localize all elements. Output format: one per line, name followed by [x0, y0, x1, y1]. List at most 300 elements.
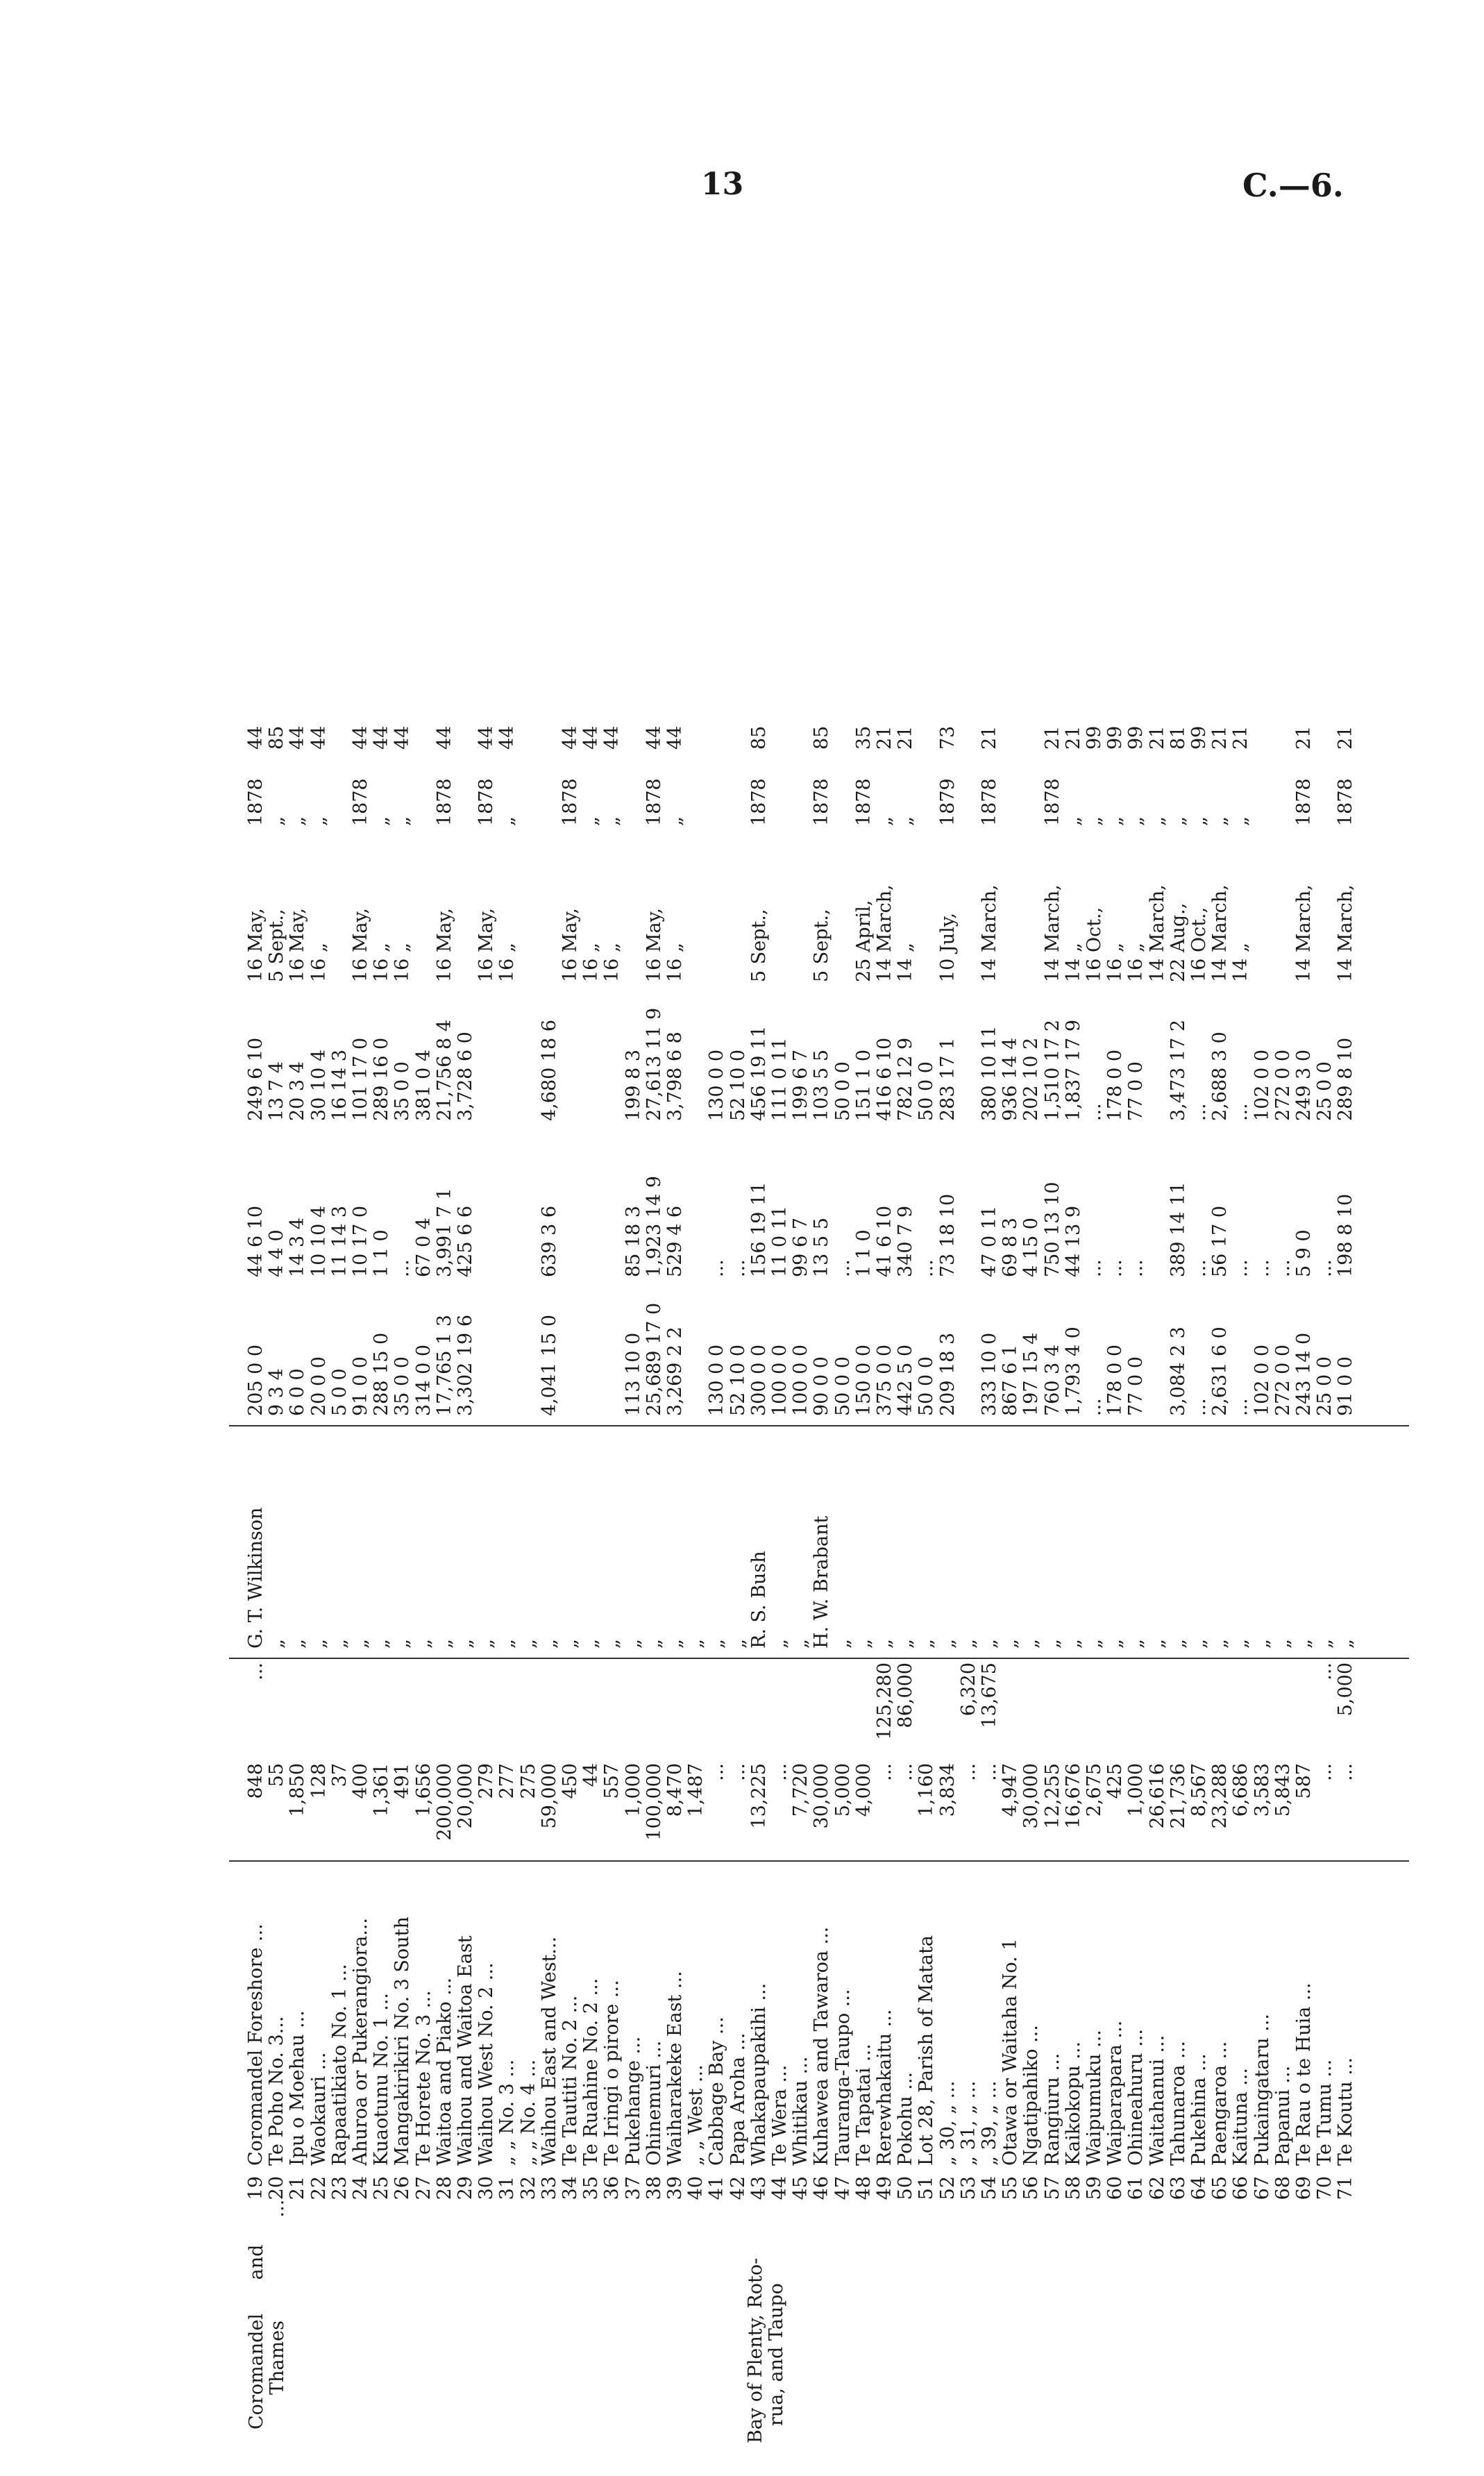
gazette-folio: 21 — [1062, 725, 1084, 750]
land-name: Pukehina ... — [1188, 2053, 1210, 2166]
gazette-folio: 21 — [1209, 725, 1231, 750]
land-name: „ „ No. 3 ... — [496, 2059, 518, 2166]
amount-interest: 47 0 11 — [979, 1205, 1000, 1277]
gazette-folio: 44 — [643, 725, 665, 750]
gazette-year: „ — [1125, 816, 1147, 826]
amount-total: 289 8 10 — [1335, 1037, 1357, 1121]
row-number: 68 — [1272, 2176, 1294, 2200]
gazette-folio: 85 — [748, 725, 770, 750]
land-name: Kaikokopu ... — [1062, 2041, 1084, 2166]
gazette-date: 16 „ — [496, 943, 518, 982]
gazette-folio: 81 — [1167, 725, 1189, 750]
column-rule — [229, 1658, 1409, 1659]
gazette-date: 14 „ — [1230, 943, 1252, 982]
land-name: Waitoa and Piako ... — [433, 1977, 455, 2166]
row-number: 31 — [496, 2176, 518, 2200]
amount-interest: ... — [1188, 1259, 1210, 1277]
row-number: 54 — [979, 2176, 1000, 2200]
amount-paid: 91 0 0 — [350, 1356, 371, 1416]
officer-name: „ — [517, 1639, 539, 1649]
amount-total: 35 0 0 — [391, 1061, 414, 1121]
amount-interest: ... — [1272, 1259, 1294, 1277]
district-coromandel-line2 — [267, 2200, 288, 2395]
gazette-folio: 44 — [475, 725, 498, 750]
amount-interest: ... — [727, 1259, 749, 1277]
amount-paid: 35 0 0 — [391, 1356, 414, 1416]
amount-interest: 67 0 4 — [412, 1218, 435, 1277]
gazette-folio: 44 — [307, 725, 330, 750]
district-line-2-suffix: ... — [267, 2199, 288, 2218]
gazette-date: 25 April, — [852, 900, 875, 982]
amount-total: 16 14 3 — [328, 1049, 351, 1121]
gazette-year: 1878 — [1293, 778, 1315, 826]
amount-total: 101 17 0 — [350, 1037, 371, 1121]
gazette-date: 16 Oct., — [1084, 907, 1105, 982]
amount-total: 456 19 11 — [748, 1025, 770, 1121]
amount-total: 1,510 17 2 — [1041, 1020, 1063, 1121]
gazette-date: 16 „ — [1104, 943, 1127, 982]
land-name: Waihou West No. 2 ... — [475, 1962, 498, 2166]
officer-name: „ — [371, 1639, 393, 1649]
amount-paid: 90 0 0 — [811, 1356, 833, 1416]
row-number: 53 — [957, 2176, 979, 2200]
amount-paid: 25,689 17 0 — [643, 1302, 665, 1416]
row-number: 28 — [433, 2176, 455, 2200]
officer-name: „ — [643, 1639, 665, 1649]
amount-paid: 50 0 0 — [916, 1356, 938, 1416]
gazette-folio: 73 — [936, 725, 959, 750]
amount-interest: 4 4 0 — [266, 1229, 288, 1277]
officer-name: „ — [496, 1639, 518, 1649]
district-bay-of-plenty-line2 — [766, 2283, 787, 2426]
amount-total: 151 1 0 — [852, 1049, 875, 1121]
row-number: 63 — [1167, 2176, 1189, 2200]
gazette-date: 16 „ — [307, 943, 330, 982]
officer-name: „ — [1062, 1639, 1084, 1649]
amount-total: 3,473 17 2 — [1167, 1020, 1189, 1121]
gazette-date: 14 March, — [979, 884, 1000, 982]
row-number: 42 — [727, 2176, 749, 2200]
land-name: Te Rau o te Huia ... — [1293, 1982, 1315, 2166]
gazette-date: 16 May, — [245, 908, 267, 982]
amount-interest: ... — [391, 1259, 414, 1277]
row-number: 70 — [1314, 2176, 1336, 2200]
acreage: 587 — [1293, 1763, 1315, 1799]
row-number: 20 — [266, 2176, 288, 2200]
acreage: 557 — [601, 1763, 623, 1799]
gazette-folio: 35 — [852, 725, 875, 750]
row-number: 23 — [328, 2176, 351, 2200]
amount-total: 3,798 6 8 — [664, 1031, 686, 1121]
amount-interest: 5 9 0 — [1293, 1229, 1315, 1277]
amount-paid: 4,041 15 0 — [538, 1315, 560, 1416]
gazette-date: 14 March, — [1209, 884, 1231, 982]
amount-total: 25 0 0 — [1314, 1061, 1336, 1121]
row-number: 61 — [1125, 2176, 1147, 2200]
gazette-year: „ — [1188, 816, 1210, 826]
acreage-secondary: ... — [245, 1662, 267, 1681]
officer-name: „ — [832, 1639, 854, 1649]
gazette-year: „ — [895, 816, 917, 826]
land-name: Whakapaupakihi ... — [748, 1982, 770, 2166]
officer-name: „ — [475, 1639, 498, 1649]
page-number: 13 — [701, 167, 744, 202]
row-number: 30 — [475, 2176, 498, 2200]
gazette-folio: 44 — [391, 725, 414, 750]
land-name: „ 31, „ ... — [957, 2080, 979, 2166]
gazette-year: „ — [874, 816, 895, 826]
amount-interest: 13 5 5 — [811, 1218, 833, 1277]
gazette-folio: 44 — [664, 725, 686, 750]
amount-interest: ... — [1104, 1259, 1127, 1277]
gazette-year: „ — [1167, 816, 1189, 826]
amount-paid: 442 5 0 — [895, 1344, 917, 1416]
gazette-folio: 99 — [1104, 725, 1127, 750]
amount-interest: 41 6 10 — [874, 1205, 895, 1277]
gazette-date: 22 Aug., — [1167, 902, 1189, 982]
amount-paid: 375 0 0 — [874, 1344, 895, 1416]
gazette-folio: 44 — [371, 725, 393, 750]
row-number: 21 — [287, 2176, 309, 2200]
row-number: 39 — [664, 2176, 686, 2200]
acreage: 6,686 — [1230, 1763, 1252, 1817]
row-number: 43 — [748, 2176, 770, 2200]
amount-paid: 178 0 0 — [1104, 1344, 1127, 1416]
gazette-year: 1878 — [433, 778, 455, 826]
row-number: 26 — [391, 2176, 414, 2200]
amount-paid: 272 0 0 — [1272, 1344, 1294, 1416]
amount-interest: 11 14 3 — [328, 1205, 351, 1277]
acreage: 44 — [580, 1763, 602, 1787]
officer-name: „ — [350, 1639, 371, 1649]
acreage: ... — [1314, 1763, 1336, 1781]
amount-interest: ... — [1125, 1259, 1147, 1277]
officer-name: „ — [455, 1639, 476, 1649]
amount-interest: 14 3 4 — [287, 1218, 309, 1277]
amount-paid: 333 10 0 — [979, 1332, 1000, 1416]
amount-total: 199 8 3 — [622, 1049, 644, 1121]
land-name: „ 39, „ ... — [979, 2080, 1000, 2166]
officer-name: „ — [1167, 1639, 1189, 1649]
amount-total: 52 10 0 — [727, 1049, 749, 1121]
amount-interest: ... — [1084, 1259, 1105, 1277]
district-coromandel — [246, 2245, 267, 2429]
acreage: 275 — [517, 1763, 539, 1799]
amount-total: 416 6 10 — [874, 1037, 895, 1121]
amount-total: ... — [1084, 1103, 1105, 1121]
land-name: Waiparapara ... — [1104, 2020, 1127, 2166]
gazette-date: 16 „ — [580, 943, 602, 982]
officer-name: „ — [874, 1639, 895, 1649]
land-name: Waitahanui ... — [1146, 2035, 1168, 2166]
land-name: Waihou and Waitoa East — [455, 1935, 476, 2166]
gazette-year: „ — [601, 816, 623, 826]
amount-total: 4,680 18 6 — [538, 1020, 560, 1121]
amount-paid: 6 0 0 — [287, 1368, 309, 1416]
row-number: 36 — [601, 2176, 623, 2200]
amount-paid: 50 0 0 — [832, 1356, 854, 1416]
gazette-date: 5 Sept., — [748, 909, 770, 982]
gazette-date: 16 „ — [391, 943, 414, 982]
gazette-date: 14 March, — [1335, 884, 1357, 982]
amount-paid: 288 15 0 — [371, 1332, 393, 1416]
land-name: Whitikau ... — [790, 2056, 812, 2166]
officer-name: R. S. Bush — [748, 1551, 770, 1649]
amount-total: 50 0 0 — [832, 1061, 854, 1121]
officer-name: „ — [957, 1639, 979, 1649]
acreage: 4,947 — [1000, 1763, 1022, 1817]
gazette-year: „ — [664, 816, 686, 826]
land-name: Te Ruahine No. 2 ... — [580, 1978, 602, 2166]
amount-total: 50 0 0 — [916, 1061, 938, 1121]
district-line-2: Thames — [267, 2321, 288, 2395]
acreage: 277 — [496, 1763, 518, 1799]
amount-total: 20 3 4 — [287, 1061, 309, 1121]
land-name: Kuaotunu No. 1 ... — [371, 1993, 393, 2166]
amount-interest: 4 15 0 — [1020, 1218, 1043, 1277]
gazette-date: 16 „ — [601, 943, 623, 982]
officer-name: „ — [266, 1639, 288, 1649]
acreage: ... — [957, 1763, 979, 1781]
row-number: 62 — [1146, 2176, 1168, 2200]
acreage: 5,843 — [1272, 1763, 1294, 1817]
row-number: 52 — [936, 2176, 959, 2200]
gazette-date: 14 „ — [1062, 943, 1084, 982]
land-name: Rapaatikiato No. 1 ... — [328, 1964, 351, 2166]
land-name: Waihou East and West... — [538, 1936, 560, 2166]
amount-total: 111 0 11 — [769, 1037, 791, 1121]
row-number: 37 — [622, 2176, 644, 2200]
gazette-date: 16 „ — [371, 943, 393, 982]
gazette-date: 16 May, — [287, 908, 309, 982]
amount-interest: 340 7 9 — [895, 1205, 917, 1277]
amount-paid: 1,793 4 0 — [1062, 1327, 1084, 1416]
officer-name: „ — [936, 1639, 959, 1649]
acreage: 5,000 — [832, 1763, 854, 1817]
amount-interest: 3,991 7 1 — [433, 1188, 455, 1277]
acreage: ... — [706, 1763, 728, 1781]
amount-interest: 750 13 10 — [1041, 1181, 1063, 1277]
gazette-year: 1878 — [350, 778, 371, 826]
amount-interest: ... — [706, 1259, 728, 1277]
acreage: 7,720 — [790, 1763, 812, 1817]
officer-name: „ — [287, 1639, 309, 1649]
acreage: 20,000 — [455, 1763, 476, 1829]
acreage-secondary: 6,320 — [957, 1662, 979, 1717]
amount-paid: 3,269 2 2 — [664, 1327, 686, 1416]
officer-name: „ — [328, 1639, 351, 1649]
officer-name: „ — [769, 1639, 791, 1649]
gazette-year: „ — [371, 816, 393, 826]
amount-paid: 91 0 0 — [1335, 1356, 1357, 1416]
acreage: 1,000 — [1125, 1763, 1147, 1817]
acreage-secondary: 13,675 — [979, 1662, 1000, 1728]
acreage: 37 — [328, 1763, 351, 1787]
land-name: Pukaingataru ... — [1251, 2014, 1273, 2166]
acreage: 26,616 — [1146, 1763, 1168, 1829]
row-number: 44 — [769, 2176, 791, 2200]
amount-interest: 99 6 7 — [790, 1218, 812, 1277]
gazette-year: „ — [1104, 816, 1127, 826]
officer-name: „ — [307, 1639, 330, 1649]
land-name: Pokohu ... — [895, 2071, 917, 2166]
amount-interest: 69 8 3 — [1000, 1218, 1022, 1277]
amount-interest: 11 0 11 — [769, 1205, 791, 1277]
acreage: ... — [874, 1763, 895, 1781]
row-number: 41 — [706, 2176, 728, 2200]
gazette-year: 1878 — [748, 778, 770, 826]
acreage: 400 — [350, 1763, 371, 1799]
gazette-folio: 21 — [1335, 725, 1357, 750]
land-name: Kaituna ... — [1230, 2068, 1252, 2166]
row-number: 49 — [874, 2176, 895, 2200]
row-number: 19 — [245, 2176, 267, 2200]
amount-paid: 52 10 0 — [727, 1344, 749, 1416]
acreage: 30,000 — [1020, 1763, 1043, 1829]
officer-name: „ — [1314, 1639, 1336, 1649]
amount-paid: 150 0 0 — [852, 1344, 875, 1416]
district-line-1-suffix: and — [246, 2244, 267, 2280]
amount-interest: 389 14 11 — [1167, 1181, 1189, 1277]
row-number: 51 — [916, 2176, 938, 2200]
officer-name: „ — [538, 1639, 560, 1649]
officer-name: „ — [1335, 1639, 1357, 1649]
acreage: 16,676 — [1062, 1763, 1084, 1829]
amount-paid: 3,302 19 6 — [455, 1315, 476, 1416]
officer-name: „ — [559, 1639, 581, 1649]
land-name: Ohinemuri ... — [643, 2040, 665, 2166]
amount-paid: 100 0 0 — [790, 1344, 812, 1416]
amount-paid: 5 0 0 — [328, 1368, 351, 1416]
district-line-1: Coromandel — [246, 2313, 267, 2429]
land-name: Te Tumu ... — [1314, 2059, 1336, 2166]
amount-paid: 243 14 0 — [1293, 1332, 1315, 1416]
document-reference: C.—6. — [1242, 167, 1344, 204]
acreage: 3,834 — [936, 1763, 959, 1817]
land-name: Papanui ... — [1272, 2065, 1294, 2166]
acreage: 100,000 — [643, 1763, 665, 1841]
amount-total: 272 0 0 — [1272, 1049, 1294, 1121]
land-name: Otawa or Waitaha No. 1 — [1000, 1938, 1022, 2166]
gazette-folio: 21 — [979, 725, 1000, 750]
row-number: 27 — [412, 2176, 435, 2200]
gazette-year: 1878 — [245, 778, 267, 826]
amount-interest: 425 6 6 — [455, 1205, 476, 1277]
acreage: ... — [895, 1763, 917, 1781]
gazette-folio: 44 — [350, 725, 371, 750]
acreage-secondary: 125,280 — [874, 1662, 895, 1740]
amount-total: 249 3 0 — [1293, 1049, 1315, 1121]
gazette-date: 14 March, — [1041, 884, 1063, 982]
acreage: 1,656 — [412, 1763, 435, 1817]
officer-name: „ — [1272, 1639, 1294, 1649]
gazette-year: „ — [1146, 816, 1168, 826]
amount-paid: 867 6 1 — [1000, 1344, 1022, 1416]
gazette-date: 16 „ — [1125, 943, 1147, 982]
land-name: Ahuroa or Pukerangiora... — [350, 1917, 371, 2166]
officer-name: „ — [580, 1639, 602, 1649]
amount-paid: ... — [1084, 1398, 1105, 1416]
officer-name: „ — [412, 1639, 435, 1649]
amount-total: 2,688 3 0 — [1209, 1031, 1231, 1121]
land-name: Te Iringi o pirore ... — [601, 1980, 623, 2166]
acreage: 12,255 — [1041, 1763, 1063, 1829]
gazette-year: „ — [496, 816, 518, 826]
gazette-date: 14 March, — [1146, 884, 1168, 982]
gazette-date: 10 July, — [936, 912, 959, 982]
amount-total: ... — [1188, 1103, 1210, 1121]
land-name: Papa Aroha ... — [727, 2032, 749, 2166]
amount-total: ... — [1230, 1103, 1252, 1121]
acreage-secondary: 5,000 — [1335, 1662, 1357, 1717]
amount-paid: 20 0 0 — [307, 1356, 330, 1416]
amount-total: 249 6 10 — [245, 1037, 267, 1121]
officer-name: „ — [979, 1639, 1000, 1649]
land-name: Te Horete No. 3 ... — [412, 1990, 435, 2166]
row-number: 38 — [643, 2176, 665, 2200]
acreage: 2,675 — [1084, 1763, 1105, 1817]
gazette-date: 16 May, — [350, 908, 371, 982]
row-number: 33 — [538, 2176, 560, 2200]
officer-name: „ — [1293, 1639, 1315, 1649]
gazette-date: 14 March, — [874, 884, 895, 982]
gazette-date: 14 „ — [895, 943, 917, 982]
officer-name: „ — [1251, 1639, 1273, 1649]
acreage: ... — [979, 1763, 1000, 1781]
amount-total: 1,837 17 9 — [1062, 1020, 1084, 1121]
amount-interest: 73 18 10 — [936, 1193, 959, 1277]
amount-interest: 44 13 9 — [1062, 1205, 1084, 1277]
land-name: Te Poho No. 3... — [266, 2016, 288, 2166]
land-name: Tahunaroa ... — [1167, 2041, 1189, 2166]
land-name: „ „ No. 4 ... — [517, 2059, 539, 2166]
officer-name: „ — [1209, 1639, 1231, 1649]
district-bay-of-plenty — [745, 2258, 766, 2443]
row-number: 71 — [1335, 2176, 1357, 2200]
row-number: 34 — [559, 2176, 581, 2200]
row-number: 24 — [350, 2176, 371, 2200]
land-name: Waipumuku ... — [1084, 2030, 1105, 2166]
land-name: Te Wera ... — [769, 2064, 791, 2166]
amount-total: 102 0 0 — [1251, 1049, 1273, 1121]
amount-interest: 639 3 6 — [538, 1205, 560, 1277]
row-number: 40 — [685, 2176, 707, 2200]
amount-paid: 17,765 1 3 — [433, 1315, 455, 1416]
gazette-date: 16 May, — [643, 908, 665, 982]
acreage: 450 — [559, 1763, 581, 1799]
amount-total: 21,756 8 4 — [433, 1020, 455, 1121]
row-number: 29 — [455, 2176, 476, 2200]
amount-total: 77 0 0 — [1125, 1061, 1147, 1121]
amount-total: 202 10 2 — [1020, 1037, 1043, 1121]
gazette-folio: 21 — [895, 725, 917, 750]
gazette-year: 1878 — [1335, 778, 1357, 826]
row-number: 46 — [811, 2176, 833, 2200]
gazette-year: 1878 — [643, 778, 665, 826]
gazette-year: „ — [1230, 816, 1252, 826]
rotated-table — [132, 548, 1357, 2471]
land-name: Tauranga-Taupo ... — [832, 1989, 854, 2166]
land-name: Pukehange ... — [622, 2036, 644, 2166]
amount-interest: ... — [1314, 1259, 1336, 1277]
amount-interest: ... — [1251, 1259, 1273, 1277]
gazette-date: 16 Oct., — [1188, 907, 1210, 982]
amount-total: 27,613 11 9 — [643, 1007, 665, 1121]
gazette-folio: 21 — [1230, 725, 1252, 750]
acreage: 1,000 — [622, 1763, 644, 1817]
land-name: Ohineahuru ... — [1125, 2028, 1147, 2166]
officer-name: „ — [1125, 1639, 1147, 1649]
